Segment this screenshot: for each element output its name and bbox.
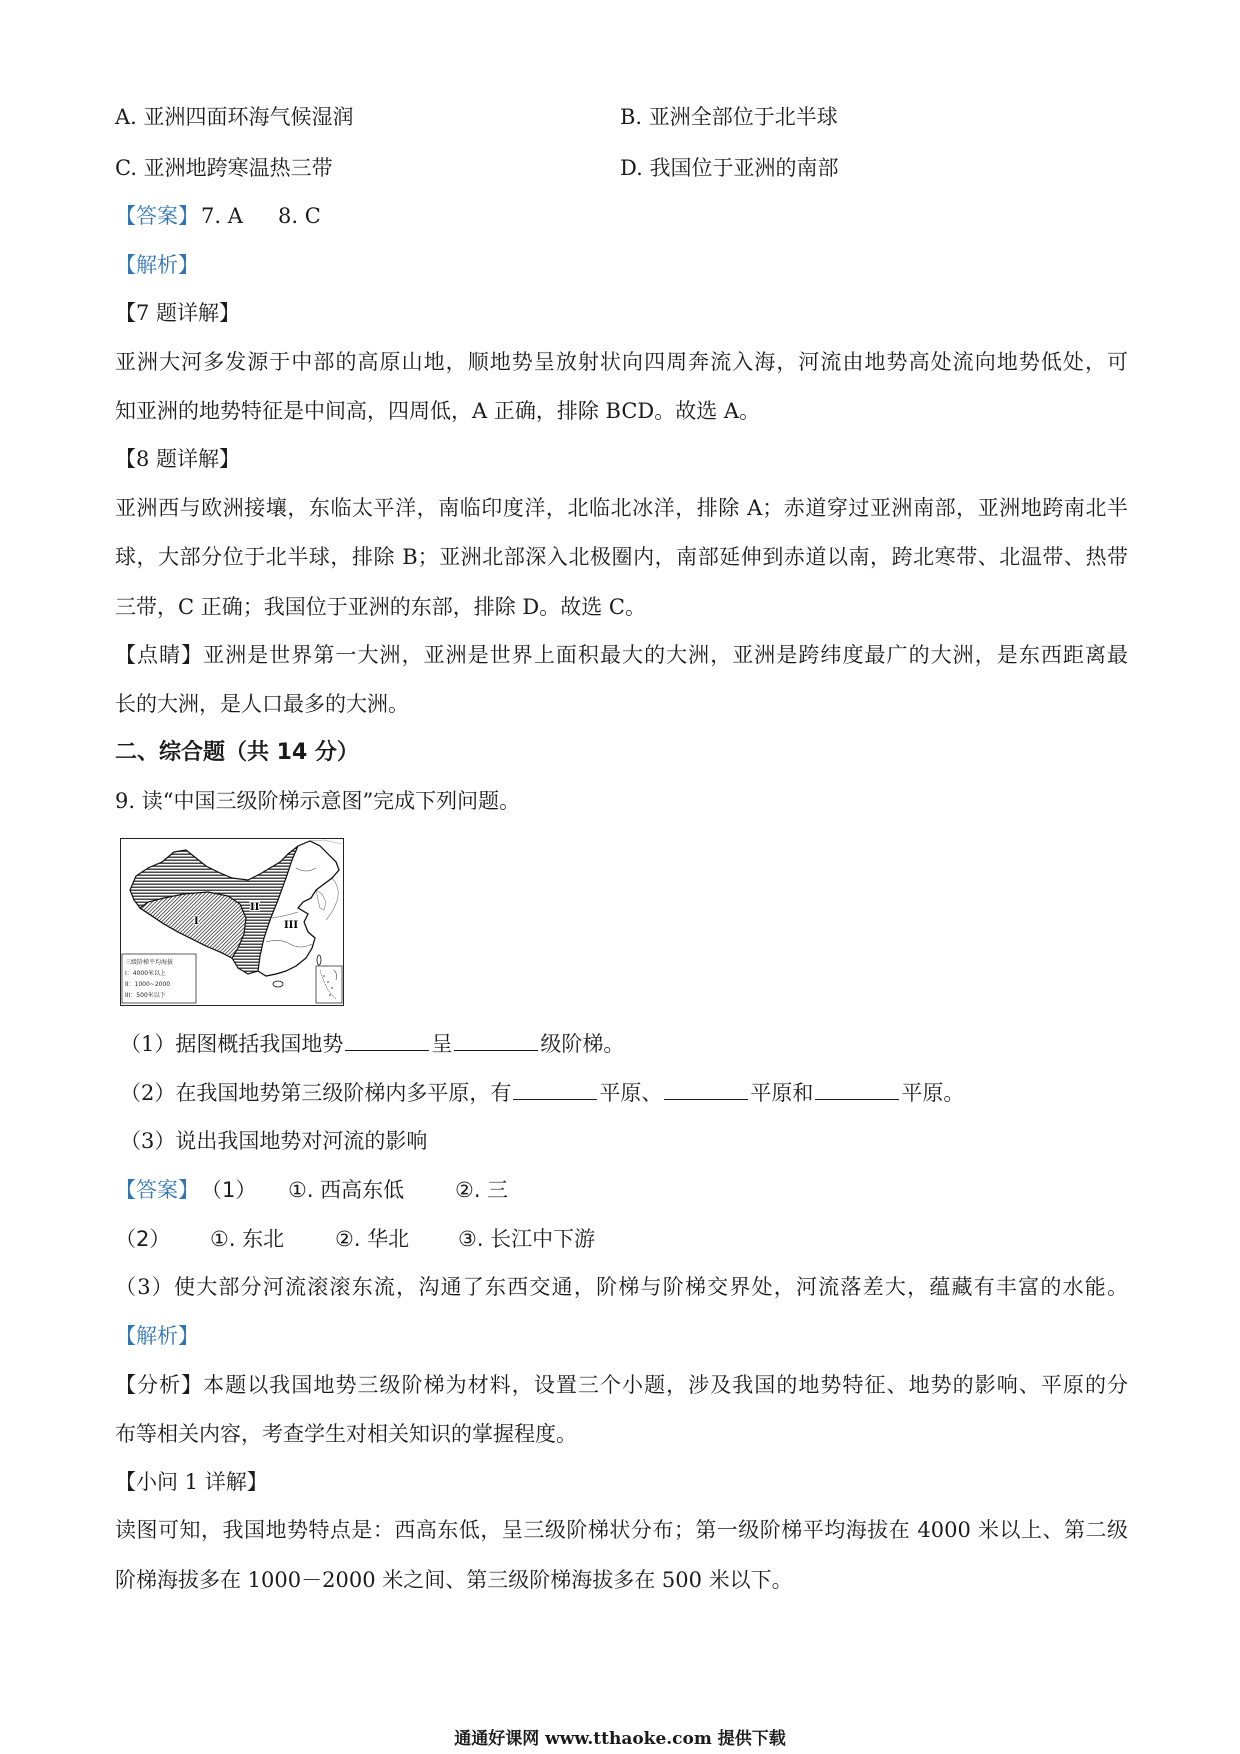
answer-q8: 8. C bbox=[278, 204, 321, 228]
sub-question-2 bbox=[120, 1078, 964, 1108]
south-china-sea-inset bbox=[316, 966, 342, 1003]
sub-question-3: （3）说出我国地势对河流的影响 bbox=[120, 1129, 428, 1153]
answer-9-part-2 bbox=[115, 1224, 1128, 1254]
summary-line: 【分析】本题以我国地势三级阶梯为材料，设置三个小题，涉及我国的地势特征、地势的影响、平原的分 bbox=[115, 1373, 1128, 1397]
paragraph-line: 球，大部分位于北半球，排除 B；亚洲北部深入北极圈内，南部延伸到赤道以南，跨北寒带、北温带、热带 bbox=[115, 545, 1128, 569]
answer-blank bbox=[664, 1079, 748, 1100]
sub-question-text: 平原、 bbox=[599, 1081, 663, 1105]
answer-blank bbox=[513, 1079, 597, 1100]
answer-blank bbox=[454, 1030, 538, 1051]
step-3-label: III bbox=[284, 920, 299, 931]
answer-label: 【答案】 bbox=[115, 1178, 199, 1202]
sub-question-text: （1）据图概括我国地势 bbox=[120, 1032, 344, 1056]
legend-item: II：1000~2000 bbox=[125, 981, 171, 988]
option-a: A. 亚洲四面环海气候湿润 bbox=[115, 105, 354, 129]
key-point-line: 【点睛】亚洲是世界第一大洲，亚洲是世界上面积最大的大洲，亚洲是跨纬度最广的大洲，是东西距离最 bbox=[115, 643, 1128, 667]
summary-line: 布等相关内容，考查学生对相关知识的掌握程度。 bbox=[115, 1422, 577, 1446]
paragraph-line: 阶梯海拔多在 1000－2000 米之间、第三级阶梯海拔多在 500 米以下。 bbox=[115, 1568, 793, 1592]
answer-q7: 7. A bbox=[201, 204, 243, 228]
sub-question-text: 级阶梯。 bbox=[540, 1032, 625, 1056]
sub-question-text: （2）在我国地势第三级阶梯内多平原，有 bbox=[120, 1081, 512, 1105]
answer-9-part-3: （3）使大部分河流滚滚东流，沟通了东西交通，阶梯与阶梯交界处，河流落差大，蕴藏有丰富的水能。 bbox=[115, 1275, 1128, 1299]
answer-item: ①. 西高东低 bbox=[288, 1178, 405, 1202]
paragraph-line: 读图可知，我国地势特点是：西高东低，呈三级阶梯状分布；第一级阶梯平均海拔在 4000 米以上、第二级 bbox=[115, 1518, 1128, 1542]
detail-8-label: 【8 题详解】 bbox=[115, 447, 241, 471]
option-b: B. 亚洲全部位于北半球 bbox=[620, 105, 838, 129]
page-footer: 通通好课网 www.tthaoke.com 提供下载 bbox=[454, 1729, 786, 1749]
sub-question-text: 呈 bbox=[431, 1032, 453, 1056]
question-9-stem: 9. 读“中国三级阶梯示意图”完成下列问题。 bbox=[115, 789, 521, 813]
paragraph-line: 知亚洲的地势特征是中间高，四周低，A 正确，排除 BCD。故选 A。 bbox=[115, 399, 761, 423]
hainan-island bbox=[273, 981, 283, 987]
legend-item: I：4000米以上 bbox=[125, 970, 167, 977]
option-d: D. 我国位于亚洲的南部 bbox=[620, 156, 839, 180]
analysis-label: 【解析】 bbox=[115, 1324, 199, 1348]
paragraph-line: 三带，C 正确；我国位于亚洲的东部，排除 D。故选 C。 bbox=[115, 595, 646, 619]
answer-item: ③. 长江中下游 bbox=[458, 1227, 596, 1251]
sub-question-1-detail-label: 【小问 1 详解】 bbox=[115, 1470, 268, 1494]
answer-part-number: （1） bbox=[201, 1178, 257, 1202]
legend-title: 三级阶梯平均海拔 bbox=[125, 959, 174, 966]
answer-blank bbox=[345, 1030, 429, 1051]
detail-7-label: 【7 题详解】 bbox=[115, 301, 241, 325]
sub-question-text: 平原和 bbox=[750, 1081, 814, 1105]
sub-question-1 bbox=[120, 1029, 624, 1059]
paragraph-line: 亚洲大河多发源于中部的高原山地，顺地势呈放射状向四周奔流入海，河流由地势高处流向地势低处，可 bbox=[115, 350, 1128, 374]
key-point-line: 长的大洲，是人口最多的大洲。 bbox=[115, 692, 409, 716]
sub-question-text: 平原。 bbox=[901, 1081, 965, 1105]
answer-label: 【答案】 bbox=[115, 204, 199, 228]
answer-item: ①. 东北 bbox=[210, 1227, 285, 1251]
analysis-label: 【解析】 bbox=[115, 253, 199, 277]
china-terrain-map bbox=[120, 838, 344, 1006]
step-1-label: I bbox=[194, 916, 199, 927]
answer-item: ②. 三 bbox=[455, 1178, 509, 1202]
section-heading: 二、综合题（共 14 分） bbox=[115, 740, 359, 765]
paragraph-line: 亚洲西与欧洲接壤，东临太平洋，南临印度洋，北临北冰洋，排除 A；赤道穿过亚洲南部，亚洲地跨南北半 bbox=[115, 496, 1128, 520]
option-c: C. 亚洲地跨寒温热三带 bbox=[115, 156, 333, 180]
map-legend bbox=[122, 954, 196, 1003]
taiwan-island bbox=[317, 955, 321, 965]
step-2-label: II bbox=[250, 902, 260, 913]
answer-blank bbox=[815, 1079, 899, 1100]
answer-item: ②. 华北 bbox=[335, 1227, 410, 1251]
answer-9-part-1 bbox=[115, 1175, 1128, 1205]
answer-part-number: （2） bbox=[115, 1227, 171, 1251]
legend-item: III：500米以下 bbox=[125, 992, 166, 999]
answer-7-8 bbox=[115, 201, 515, 231]
